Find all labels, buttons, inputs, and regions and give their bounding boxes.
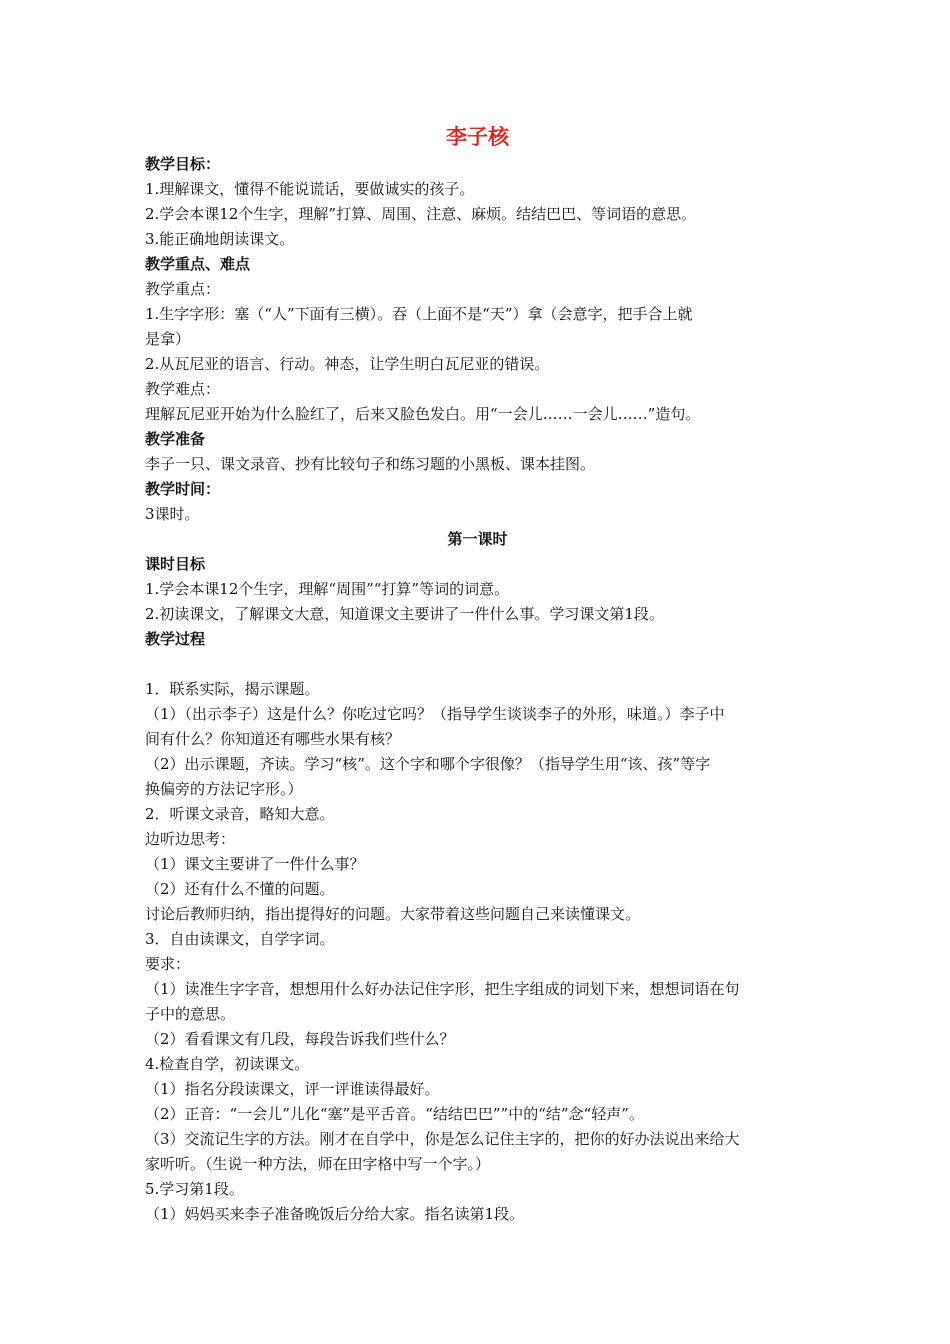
paragraph-line: 1．联系实际，揭示课题。 [145, 680, 320, 698]
section-heading: 第一课时 [447, 530, 508, 548]
paragraph-line: （1）指名分段读课文，评一评谁读得最好。 [145, 1080, 440, 1098]
document-page [145, 122, 810, 1227]
paragraph-line: （3）交流记生字的方法。刚才在自学中，你是怎么记住主字的，把你的好办法说出来给大 [145, 1130, 740, 1148]
paragraph-line: 5.学习第1段。 [145, 1180, 244, 1198]
paragraph-line: 理解瓦尼亚开始为什么脸红了，后来又脸色发白。用“一会儿……一会儿……”造句。 [145, 405, 701, 423]
paragraph-line: 换偏旁的方法记字形。） [145, 780, 303, 798]
paragraph-line: 3.能正确地朗读课文。 [145, 230, 295, 248]
paragraph-line: 4.检查自学，初读课文。 [145, 1055, 310, 1073]
paragraph-line: 子中的意思。 [145, 1005, 236, 1023]
paragraph-line: 2.从瓦尼亚的语言、行动。神态，让学生明白瓦尼亚的错误。 [145, 355, 550, 373]
section-heading: 教学目标： [145, 155, 221, 173]
document-title: 李子核 [446, 125, 509, 149]
paragraph-line: 2.初读课文，了解课文大意，知道课文主要讲了一件什么事。学习课文第1段。 [145, 605, 664, 623]
paragraph-line: 教学难点： [145, 380, 221, 398]
paragraph-line: 1.生字字形：塞（“人”下面有三横）。吞（上面不是“天”）拿（会意字，把手合上就 [145, 305, 693, 323]
paragraph-line: （2）正音：“一会儿”儿化“塞”是平舌音。“结结巴巴””中的“结”念“轻声”。 [145, 1105, 644, 1123]
paragraph-line: 2．听课文录音，略知大意。 [145, 805, 335, 823]
paragraph-line: （2）出示课题，齐读。学习“核”。这个字和哪个字很像？（指导学生用“该、孩”等字 [145, 755, 711, 773]
section-heading: 课时目标 [145, 555, 206, 573]
paragraph-line: 边听边思考： [145, 830, 236, 848]
paragraph-line: （1）（出示李子）这是什么？你吃过它吗？（指导学生谈谈李子的外形，味道。）李子中 [145, 705, 725, 723]
paragraph-line: 1.学会本课12个生字，理解“周围”“打算”等词的词意。 [145, 580, 510, 598]
paragraph-line: 教学重点： [145, 280, 221, 298]
paragraph-line: 3课时。 [145, 505, 200, 523]
paragraph-line: 李子一只、课文录音、抄有比较句子和练习题的小黑板、课本挂图。 [145, 455, 596, 473]
section-heading: 教学重点、难点 [145, 255, 251, 273]
blank-line [145, 652, 810, 677]
section-heading: 教学时间： [145, 480, 221, 498]
paragraph-line: 要求： [145, 955, 191, 973]
paragraph-line: （2）看看课文有几段，每段告诉我们些什么？ [145, 1030, 455, 1048]
paragraph-line: 是拿） [145, 330, 191, 348]
document-body [145, 152, 810, 1227]
paragraph-line: 家听听。（生说一种方法，师在田字格中写一个字。） [145, 1155, 491, 1173]
paragraph-line: （1）读准生字字音，想想用什么好办法记住字形，把生字组成的词划下来，想想词语在句 [145, 980, 740, 998]
paragraph-line: （2）还有什么不懂的问题。 [145, 880, 335, 898]
paragraph-line: （1）课文主要讲了一件什么事？ [145, 855, 365, 873]
section-heading: 教学过程 [145, 630, 206, 648]
paragraph-line: 3．自由读课文，自学字词。 [145, 930, 335, 948]
paragraph-line: 讨论后教师归纳，指出提得好的问题。大家带着这些问题自己来读懂课文。 [145, 905, 641, 923]
paragraph-line: 2.学会本课12个生字，理解”打算、周围、注意、麻烦。结结巴巴、等词语的意思。 [145, 205, 697, 223]
paragraph-line: （1）妈妈买来李子准备晚饭后分给大家。指名读第1段。 [145, 1205, 525, 1223]
paragraph-line: 间有什么？你知道还有哪些水果有核？ [145, 730, 401, 748]
paragraph-line: 1.理解课文，懂得不能说谎话，要做诚实的孩子。 [145, 180, 475, 198]
section-heading: 教学准备 [145, 430, 206, 448]
